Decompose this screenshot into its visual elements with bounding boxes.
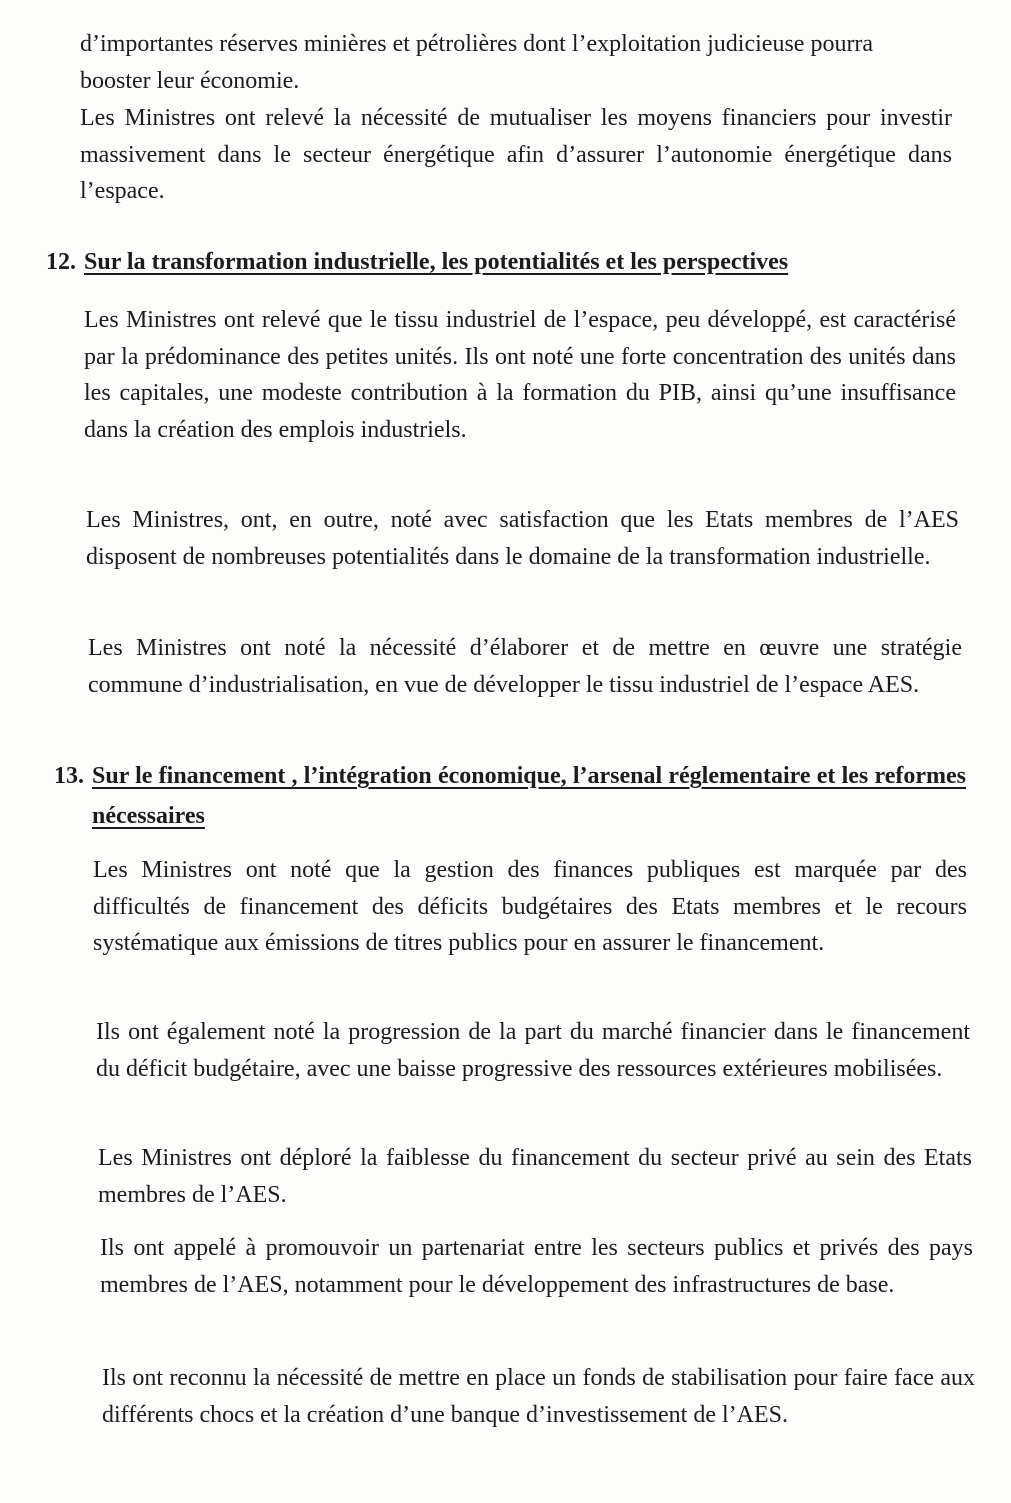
section-13-title: Sur le financement , l’intégration économique, l’arsenal réglementaire et les reformes nécessaires — [92, 763, 966, 829]
section-13-paragraph-1: Les Ministres ont noté que la gestion des finances publiques est marquée par des difficultés de financement des déficits budgétaires des Etats membres et le recours systématique aux émissions de titres publics pour en assurer le financement. — [93, 857, 967, 956]
section-13-paragraph-3: Les Ministres ont déploré la faiblesse du financement du secteur privé au sein des Etats membres de l’AES. — [98, 1145, 972, 1208]
section-13-heading — [54, 756, 966, 836]
section-12-paragraph-1: Les Ministres ont relevé que le tissu industriel de l’espace, peu développé, est caractérisé par la prédominance des petites unités. Ils ont noté une forte concentration des unités dans les capitales, une modeste contribution à la formation du PIB, ainsi qu’une insuffisance dans la création des emplois industriels. — [84, 307, 956, 443]
section-13-number: 13. — [54, 763, 84, 789]
section-13-paragraph-4: Ils ont appelé à promouvoir un partenariat entre les secteurs publics et privés des pays membres de l’AES, notamment pour le développement des infrastructures de base. — [100, 1235, 973, 1298]
section-13-paragraph-5: Ils ont reconnu la nécessité de mettre en place un fonds de stabilisation pour faire face aux différents chocs et la création d’une banque d’investissement de l’AES. — [102, 1365, 975, 1428]
section-12-paragraph-3: Les Ministres ont noté la nécessité d’élaborer et de mettre en œuvre une stratégie commune d’industrialisation, en vue de développer le tissu industriel de l’espace AES. — [88, 635, 962, 698]
intro-paragraph-1: d’importantes réserves minières et pétrolières dont l’exploitation judicieuse pourra booster leur économie. — [80, 31, 874, 94]
section-13-paragraph-2: Ils ont également noté la progression de la part du marché financier dans le financement du déficit budgétaire, avec une baisse progressive des ressources extérieures mobilisées. — [96, 1019, 970, 1082]
section-12-heading — [46, 242, 946, 282]
section-12-number: 12. — [46, 249, 76, 275]
section-12-paragraph-2: Les Ministres, ont, en outre, noté avec satisfaction que les Etats membres de l’AES disposent de nombreuses potentialités dans le domaine de la transformation industrielle. — [86, 507, 959, 570]
section-12-title: Sur la transformation industrielle, les potentialités et les perspectives — [84, 249, 789, 275]
intro-paragraph-2: Les Ministres ont relevé la nécessité de mutualiser les moyens financiers pour investir massivement dans le secteur énergétique afin d’assurer l’autonomie énergétique dans l’espace. — [80, 105, 952, 204]
